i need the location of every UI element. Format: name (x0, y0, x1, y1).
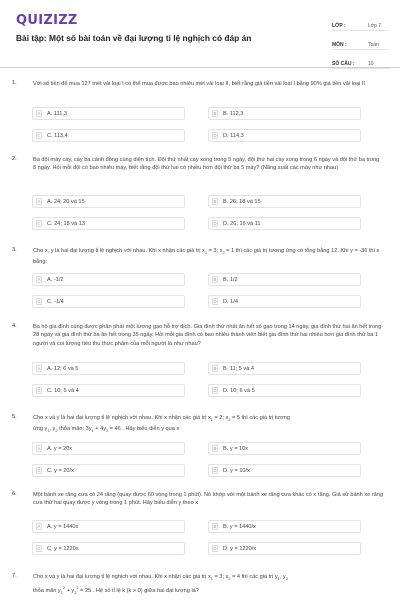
option-c[interactable] (32, 384, 185, 397)
option-label: A. 111,3 (47, 110, 68, 117)
option-letter-badge: D (213, 133, 217, 138)
option-b[interactable] (208, 195, 361, 208)
option-a[interactable] (32, 520, 185, 533)
option-label: D. 1/4 (223, 298, 238, 305)
question-number: 6. (12, 491, 17, 497)
meta-value: Lớp 7 (368, 23, 382, 29)
question-text: Ba đội máy cày, cày ba cánh đồng cùng diện tích. Đội thứ nhất cày xong trong 5 ngày, đội thứ hai cày xong trong 6 ngày và đội thứ ba trong 8 ngày. Hỏi mỗi đội có bao nhiêu máy, biết rằng đội thứ hai có nhiều hơn đội thứ ba 5 máy? (Năng suất các máy như nhau) (33, 157, 380, 172)
option-letter-badge: B (213, 524, 217, 529)
option-label: A. 12; 6 và 5 (47, 365, 79, 372)
option-label: C. y = 20/x (47, 467, 74, 474)
question-text: Cho x và y là hai đại lượng tỉ lệ nghịch với nhau. Khi x nhận các giá trị $x_1 = 3$; $x_2 = 4$ thì các giá trị $y_1$, $y_2$ thỏa mãn $y_1^2 + y_2^2 = 25$ . Hệ số tỉ lệ k (k > 0) giữa hai đại lượng là? (33, 574, 288, 595)
option-letter-badge: A (37, 111, 41, 116)
option-letter-badge: B (213, 277, 217, 282)
option-letter-badge: D (213, 546, 217, 551)
option-label: D. y = 10/x (223, 467, 250, 474)
option-letter-badge: A (37, 199, 41, 204)
question-number: 7. (12, 573, 17, 579)
option-label: D. 10; 6 và 5 (223, 387, 255, 394)
option-d[interactable] (208, 464, 361, 477)
option-b[interactable] (208, 520, 361, 533)
meta-row-subject (332, 33, 390, 50)
option-letter-badge: A (37, 524, 41, 529)
option-label: C. 113,4 (47, 132, 68, 139)
option-letter-badge: C (37, 221, 41, 226)
option-label: B. 26; 18 và 15 (223, 198, 261, 205)
option-c[interactable] (32, 217, 185, 230)
option-label: C. -1/4 (47, 298, 64, 305)
header-divider (0, 67, 400, 68)
option-label: B. 11; 5 và 4 (223, 365, 254, 372)
option-letter-badge: D (213, 468, 217, 473)
option-label: C. 10; 5 và 4 (47, 387, 79, 394)
question-text: Với số tiền để mua 127 mét vải loại I có thể mua được bao nhiêu mét vải loại II, biết rằng giá tiền vải loại I bằng 90% giá tiền vải loại II (33, 81, 365, 87)
worksheet-title: Bài tập: Một số bài toán về đại lượng tỉ lệ nghịch có đáp án (16, 33, 252, 43)
option-letter-badge: B (213, 199, 217, 204)
option-a[interactable] (32, 362, 185, 375)
option-c[interactable] (32, 464, 185, 477)
option-letter-badge: D (213, 299, 217, 304)
question-text: Cho x và y là hai đại lượng tỉ lệ nghịch với nhau. Khi x nhận các giá trị $x_1 = 2$; $x_2 = 5$ thì các giá trị tương ứng $y_1$, $y_2$ thỏa mãn: $3y_1 + 4y_2 = 46$ . Hãy biểu diễn y qua x (33, 415, 291, 433)
option-letter-badge: C (37, 133, 41, 138)
option-c[interactable] (32, 542, 185, 555)
option-letter-badge: C (37, 388, 41, 393)
option-letter-badge: B (213, 111, 217, 116)
option-d[interactable] (208, 129, 361, 142)
option-label: B. 112,3 (223, 110, 244, 117)
option-label: B. y = 1440/x (223, 523, 256, 530)
option-b[interactable] (208, 273, 361, 286)
question-text: Một bánh xe răng cưa có 24 răng (quay được 60 vòng trong 1 phút). Nó khớp với một bánh xe răng cưa khác có x răng. Giả sử bánh xe răng cưa thứ hai quay được y vòng trong 1 phút. Hãy biểu diễn y theo x (33, 492, 383, 507)
quizizz-logo: QUIZIZZ (16, 13, 78, 28)
option-label: C. y = 1220x (47, 545, 79, 552)
worksheet-header (0, 0, 400, 66)
meta-key: SỐ CÂU : (332, 61, 355, 67)
option-label: D. 26; 16 và 11 (223, 220, 261, 227)
question-number: 3. (12, 247, 17, 253)
option-label: D. 114,3 (223, 132, 244, 139)
option-a[interactable] (32, 273, 185, 286)
meta-key: MÔN : (332, 42, 347, 48)
option-letter-badge: B (213, 446, 217, 451)
option-b[interactable] (208, 442, 361, 455)
option-label: A. -1/2 (47, 276, 64, 283)
option-label: A. y = 20x (47, 445, 73, 452)
meta-value: Toán (368, 42, 379, 48)
option-letter-badge: C (37, 468, 41, 473)
meta-value: 10 (368, 61, 374, 67)
option-a[interactable] (32, 107, 185, 120)
option-c[interactable] (32, 129, 185, 142)
option-label: A. 24; 20 và 15 (47, 198, 85, 205)
option-d[interactable] (208, 217, 361, 230)
option-letter-badge: C (37, 299, 41, 304)
option-b[interactable] (208, 362, 361, 375)
option-letter-badge: A (37, 277, 41, 282)
option-a[interactable] (32, 442, 185, 455)
option-label: B. y = 10x (223, 445, 249, 452)
worksheet-meta (332, 14, 390, 71)
option-b[interactable] (208, 107, 361, 120)
question-text: Ba hộ gia đình cùng được phân phát một lượng gạo hỗ trợ dịch. Gia đình thứ nhất ăn hết số gạo trong 14 ngày, gia đình thứ hai ăn hết trong 28 ngày và gia đình thứ ba ăn hết trong 35 ngày. Hỏi mỗi gia đình có bao nhiêu thành viên biết gia đình thứ hai nhiều hơn gia đình thứ ba 1 người và coi lượng tiêu thụ thực phẩm của mỗi người là như nhau? (33, 324, 382, 347)
option-label: D. y = 1220/x (223, 545, 257, 552)
option-letter-badge: A (37, 366, 41, 371)
option-a[interactable] (32, 195, 185, 208)
option-letter-badge: B (213, 366, 217, 371)
question-number: 2. (12, 156, 17, 162)
meta-row-grade (332, 14, 390, 31)
question-text: Cho x, y là hai đại lượng tỉ lệ nghịch với nhau. Khi x nhận các giá trị $x_1 = 3$; $x_2 = 1$ thì các giá trị tương ứng có tổng bằng 12. Khi y = -36 thì x bằng: (33, 248, 380, 265)
option-label: A. y = 1440x (47, 523, 79, 530)
option-label: B. 1/2 (223, 276, 238, 283)
option-d[interactable] (208, 542, 361, 555)
question-number: 4. (12, 323, 17, 329)
option-c[interactable] (32, 295, 185, 308)
option-letter-badge: D (213, 388, 217, 393)
option-letter-badge: C (37, 546, 41, 551)
option-label: C. 24; 18 và 13 (47, 220, 85, 227)
option-letter-badge: A (37, 446, 41, 451)
meta-key: LỚP : (332, 23, 346, 29)
question-number: 1. (12, 80, 17, 86)
question-number: 5. (12, 414, 17, 420)
option-letter-badge: D (213, 221, 217, 226)
option-d[interactable] (208, 384, 361, 397)
option-d[interactable] (208, 295, 361, 308)
